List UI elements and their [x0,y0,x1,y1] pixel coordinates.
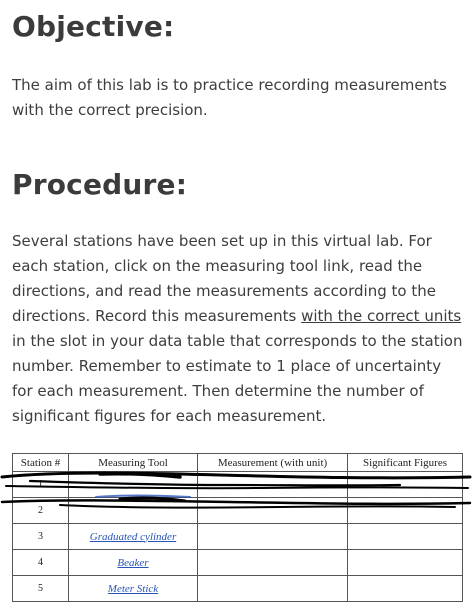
objective-text: The aim of this lab is to practice recording measurements with the correct precision. [12,76,447,119]
sig-figs-cell[interactable] [348,550,463,576]
table-header-row [13,454,463,472]
tool-link-meter-stick[interactable]: Meter Stick [107,582,159,595]
station-number: 5 [13,576,69,602]
sig-figs-cell[interactable] [348,524,463,550]
table-row [13,524,463,550]
measurement-cell[interactable] [198,498,348,524]
measurement-cell[interactable] [198,576,348,602]
sig-figs-cell[interactable] [348,472,463,498]
sig-figs-cell[interactable] [348,576,463,602]
procedure-text-part-1: Several stations have been set up in this virtual lab. For each station, click on the measuring tool link, read the directions, and read the measurements according to the directions. Record this measurements [12,232,436,325]
header-significant-figures: Significant Figures [348,454,463,472]
measurement-cell[interactable] [198,524,348,550]
tool-cell [69,576,198,602]
procedure-text-part-2: in the slot in your data table that corresponds to the station number. Remember to estimate to 1 place of uncertainty for each measurement. Then determine the number of significant figures for each measurement. [12,332,463,425]
table-row [13,576,463,602]
table-row [13,550,463,576]
procedure-heading: Procedure: [12,168,188,201]
procedure-text [12,229,464,429]
header-measuring-tool: Measuring Tool [69,454,198,472]
station-number: 3 [13,524,69,550]
sig-figs-cell[interactable] [348,498,463,524]
tool-cell [69,524,198,550]
tool-cell [69,472,198,498]
table-row [13,498,463,524]
tool-link-beaker[interactable]: Beaker [117,556,149,569]
procedure-underlined-phrase: with the correct units [301,307,462,325]
station-number: 2 [13,498,69,524]
header-measurement: Measurement (with unit) [198,454,348,472]
station-number: 1 [13,472,69,498]
table-row [13,472,463,498]
measurement-cell[interactable] [198,472,348,498]
data-table [12,453,463,602]
header-station: Station # [13,454,69,472]
station-number: 4 [13,550,69,576]
tool-link-graduated-cylinder[interactable]: Graduated cylinder [89,530,177,543]
tool-cell [69,498,198,524]
objective-heading: Objective: [12,10,175,43]
tool-cell [69,550,198,576]
measurement-cell[interactable] [198,550,348,576]
